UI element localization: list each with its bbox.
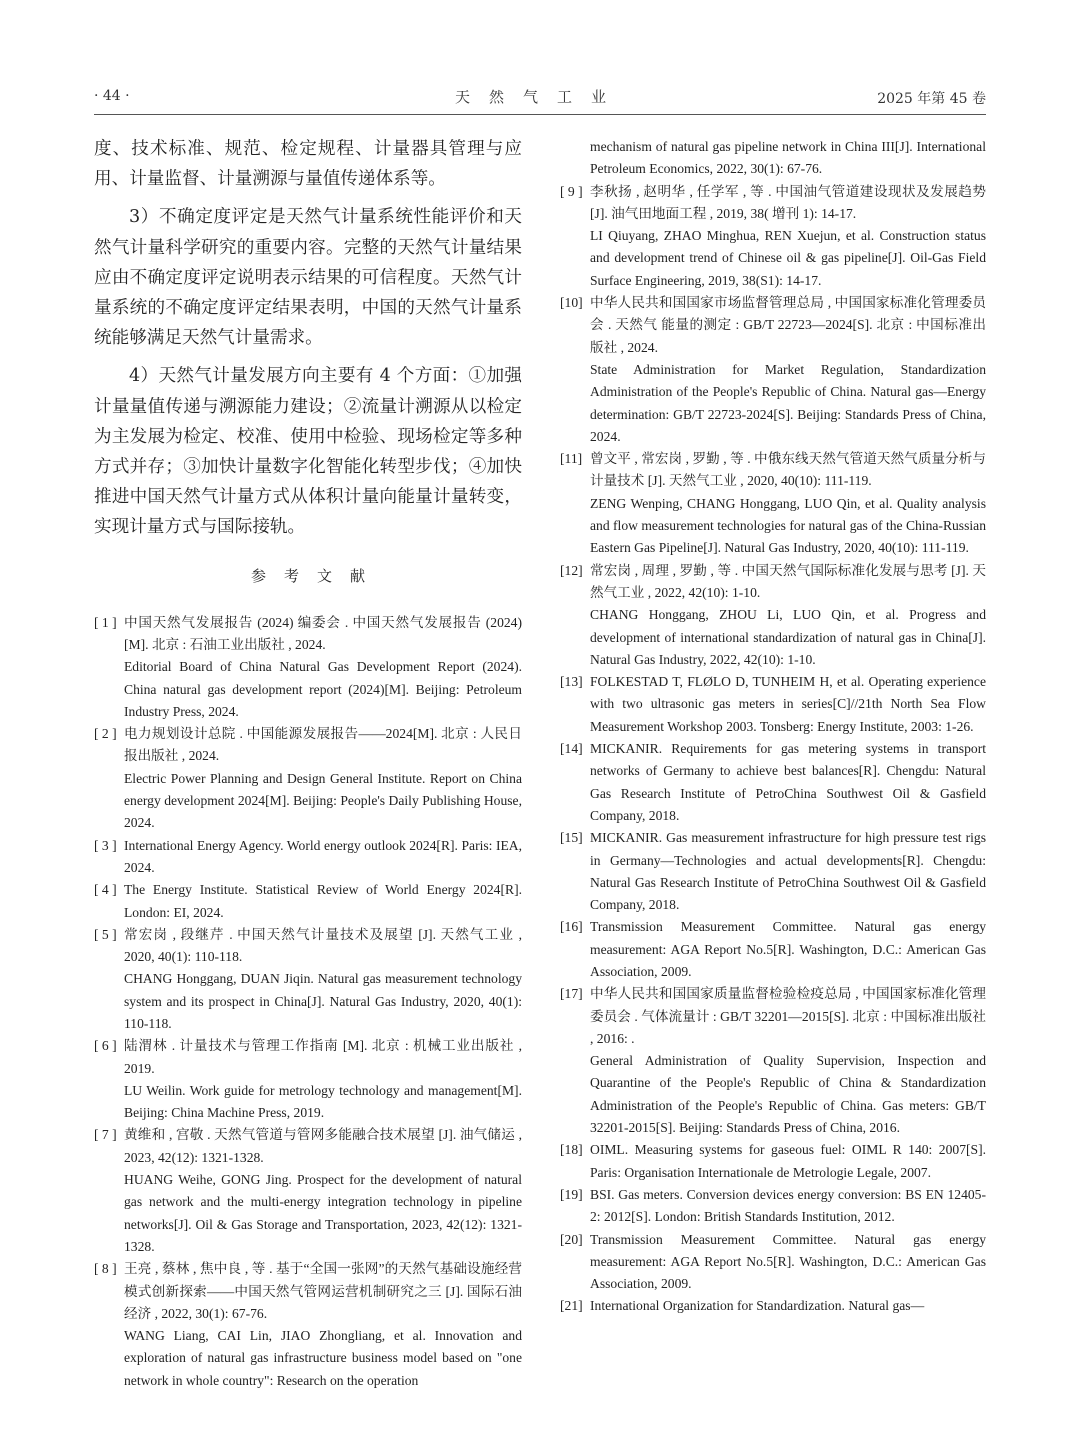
reference-text: International Energy Agency. World energy outlook 2024[R]. Paris: IEA, 2024. xyxy=(124,837,522,875)
reference-item xyxy=(560,1184,986,1229)
reference-zh: 常宏岗 , 段继芹 . 中国天然气计量技术及展望 [J]. 天然气工业 , 2020, 40(1): 110-118. xyxy=(124,926,522,965)
reference-item xyxy=(560,671,986,738)
reference-item xyxy=(560,448,986,559)
reference-item xyxy=(560,560,986,671)
body-paragraph-2: 3）不确定度评定是天然气计量系统性能评价和天然气计量科学研究的重要内容。完整的天然气计量结果应由不确定度评定说明表示结果的可信程度。天然气计量系统的不确定度评定结果表明，中国的天然气计量系统能够满足天然气计量需求。 xyxy=(94,207,522,349)
reference-number: [18] xyxy=(560,1142,583,1158)
reference-en: ZENG Wenping, CHANG Honggang, LUO Qin, et al. Quality analysis and flow measurement technologies for natural gas of the China-Russian Eastern Gas Pipeline[J]. Natural Gas Industry, 2020, 40(10): 111-119. xyxy=(590,495,986,556)
reference-en: State Administration for Market Regulation, Standardization Administration of the People's Republic of China. Natural gas—Energy determination: GB/T 22723-2024[S]. Beijing: Standards Press of China, 2024. xyxy=(590,361,986,444)
reference-en: WANG Liang, CAI Lin, JIAO Zhongliang, et al. Innovation and exploration of natural gas infrastructure business model based on "one network in whole country": Research on the operation xyxy=(124,1328,522,1388)
reference-item xyxy=(560,292,986,448)
reference-item xyxy=(560,983,986,1139)
reference-zh: 黄维和 , 宫敬 . 天然气管道与管网多能融合技术展望 [J]. 油气储运 , 2023, 42(12): 1321-1328. xyxy=(124,1127,522,1165)
references-heading: 参考文献 xyxy=(250,566,383,585)
reference-zh: 李秋扬 , 赵明华 , 任学军 , 等 . 中国油气管道建设现状及发展趋势 [J]. 油气田地面工程 , 2019, 38( 增刊 1): 14-17. xyxy=(590,183,986,221)
reference-number: [14] xyxy=(560,741,583,757)
left-column xyxy=(94,134,522,1392)
reference-number: [17] xyxy=(560,986,583,1002)
running-header xyxy=(94,86,986,114)
reference-en: Editorial Board of China Natural Gas Development Report (2024). China natural gas development report (2024)[M]. Beijing: Petroleum Industry Press, 2024. xyxy=(124,659,522,719)
reference-item xyxy=(94,1035,522,1124)
reference-number: [ 7 ] xyxy=(94,1127,117,1143)
reference-text: The Energy Institute. Statistical Review of World Energy 2024[R]. London: EI, 2024. xyxy=(124,882,522,920)
reference-number: [ 5 ] xyxy=(94,926,117,942)
reference-item xyxy=(94,612,522,723)
reference-zh: 中华人民共和国国家市场监督管理总局 , 中国国家标准化管理委员会 . 天然气 能量的测定 : GB/T 22723—2024[S]. 北京 : 中国标准出版社 , 2024. xyxy=(590,295,986,355)
reference-item xyxy=(560,1295,986,1317)
reference-en: LU Weilin. Work guide for metrology technology and management[M]. Beijing: China Machine Press, 2019. xyxy=(124,1082,522,1121)
reference-number: [21] xyxy=(560,1298,583,1314)
reference-zh: 陆渭林 . 计量技术与管理工作指南 [M]. 北京 : 机械工业出版社 , 2019. xyxy=(124,1038,522,1076)
reference-item xyxy=(94,723,522,834)
reference-text: MICKANIR. Gas measurement infrastructure for high pressure test rigs in Germany—Technologies and actual developments[R]. Chengdu: Natural Gas Research Institute of PetroChina Southwest Oil & Gasfield Company, 2018. xyxy=(590,830,986,913)
reference-en: General Administration of Quality Supervision, Inspection and Quarantine of the People's Republic of China & Standardization Administration of the People's Republic of China. Gas meters: GB/T 32201-2015[S]. Beijing: Standards Press of China, 2016. xyxy=(590,1053,986,1136)
reference-item xyxy=(560,1139,986,1184)
header-rule xyxy=(94,114,986,115)
reference-number: [12] xyxy=(560,562,583,578)
reference-number: [20] xyxy=(560,1231,583,1247)
reference-item xyxy=(94,1124,522,1258)
reference-number: [16] xyxy=(560,919,583,935)
reference-item xyxy=(94,835,522,880)
reference-item xyxy=(560,827,986,916)
reference-continuation: mechanism of natural gas pipeline network in China III[J]. International Petroleum Economics, 2022, 30(1): 67-76. xyxy=(590,139,986,177)
reference-en: CHANG Honggang, ZHOU Li, LUO Qin, et al. Progress and development of international standardization of natural gas in China[J]. Natural Gas Industry, 2022, 42(10): 1-10. xyxy=(590,607,986,667)
reference-number: [ 9 ] xyxy=(560,183,583,199)
reference-zh: 曾文平 , 常宏岗 , 罗勤 , 等 . 中俄东线天然气管道天然气质量分析与计量技术 [J]. 天然气工业 , 2020, 40(10): 111-119. xyxy=(590,451,986,489)
reference-number: [ 3 ] xyxy=(94,837,117,853)
reference-number: [15] xyxy=(560,830,583,846)
reference-item xyxy=(560,916,986,983)
reference-number: [ 6 ] xyxy=(94,1038,117,1054)
reference-text: FOLKESTAD T, FLØLO D, TUNHEIM H, et al. Operating experience with two ultrasonic gas meters in series[C]//21th North Sea Flow Measurement Workshop 2003. Tonsberg: Energy Institute, 2003: 1-26. xyxy=(590,674,986,734)
volume-info: 2025 年第 45 卷 xyxy=(877,91,986,107)
reference-number: [13] xyxy=(560,674,583,690)
page-number: · 44 · xyxy=(94,88,130,104)
reference-zh: 常宏岗 , 周理 , 罗勤 , 等 . 中国天然气国际标准化发展与思考 [J]. 天然气工业 , 2022, 42(10): 1-10. xyxy=(590,562,986,600)
reference-number: [ 4 ] xyxy=(94,882,117,898)
body-paragraph-1: 度、技术标准、规范、检定规程、计量器具管理与应用、计量监督、计量溯源与量值传递体系等。 xyxy=(94,139,522,190)
reference-list-left xyxy=(94,612,522,1392)
reference-item xyxy=(94,1258,522,1392)
right-column xyxy=(560,136,986,1318)
reference-text: Transmission Measurement Committee. Natural gas energy measurement: AGA Report No.5[R]. Washington, D.C.: American Gas Association, 2009. xyxy=(590,919,986,979)
reference-item xyxy=(560,181,986,292)
reference-zh: 中国天然气发展报告 (2024) 编委会 . 中国天然气发展报告 (2024)[M]. 北京 : 石油工业出版社 , 2024. xyxy=(124,614,522,652)
reference-number: [ 1 ] xyxy=(94,614,117,630)
reference-text: OIML. Measuring systems for gaseous fuel: OIML R 140: 2007[S]. Paris: Organisation Internationale de Metrologie Legale, 2007. xyxy=(590,1142,986,1180)
reference-en: CHANG Honggang, DUAN Jiqin. Natural gas measurement technology system and its prospect in China[J]. Natural Gas Industry, 2020, 40(1): 110-118. xyxy=(124,971,522,1031)
reference-item xyxy=(94,879,522,924)
reference-zh: 王亮 , 蔡林 , 焦中良 , 等 . 基于“全国一张网”的天然气基础设施经营模式创新探索——中国天然气管网运营机制研究之三 [J]. 国际石油经济 , 2022, 30(1): 67-76. xyxy=(124,1261,522,1321)
reference-number: [ 2 ] xyxy=(94,726,117,742)
reference-en: Electric Power Planning and Design General Institute. Report on China energy development 2024[M]. Beijing: People's Daily Publishing House, 2024. xyxy=(124,770,522,831)
reference-zh: 电力规划设计总院 . 中国能源发展报告——2024[M]. 北京 : 人民日报出版社 , 2024. xyxy=(124,726,522,764)
reference-number: [19] xyxy=(560,1186,583,1202)
reference-zh: 中华人民共和国国家质量监督检验检疫总局 , 中国国家标准化管理委员会 . 气体流量计 : GB/T 32201—2015[S]. 北京 : 中国标准出版社 , 2016: . xyxy=(590,986,986,1046)
reference-text: International Organization for Standardization. Natural gas— xyxy=(590,1298,925,1314)
reference-en: HUANG Weihe, GONG Jing. Prospect for the development of natural gas network and the multi-energy integration technology in pipeline networks[J]. Oil & Gas Storage and Transportation, 2023, 42(12): 1321-1328. xyxy=(124,1172,522,1254)
body-paragraph-3: 4）天然气计量发展方向主要有 4 个方面：①加强计量量值传递与溯源能力建设；②流量计溯源从以检定为主发展为检定、校准、使用中检验、现场检定等多种方式并存；③加快计量数字化智能化转型步伐；④加快推进中国天然气计量方式从体积计量向能量计量转变，实现计量方式与国际接轨。 xyxy=(94,366,522,538)
reference-text: Transmission Measurement Committee. Natural gas energy measurement: AGA Report No.5[R]. Washington, D.C.: American Gas Association, 2009. xyxy=(590,1231,986,1292)
reference-number: [10] xyxy=(560,295,583,311)
reference-item xyxy=(94,924,522,1035)
reference-text: MICKANIR. Requirements for gas metering systems in transport networks of Germany to achieve best balances[R]. Chengdu: Natural Gas Research Institute of PetroChina Southwest Oil & Gasfield Company, 2018. xyxy=(590,741,986,823)
reference-number: [11] xyxy=(560,451,583,467)
reference-text: BSI. Gas meters. Conversion devices energy conversion: BS EN 12405-2: 2012[S]. London: British Standards Institution, 2012. xyxy=(590,1186,986,1225)
reference-en: LI Qiuyang, ZHAO Minghua, REN Xuejun, et al. Construction status and development trend of Chinese oil & gas pipeline[J]. Oil-Gas Field Surface Engineering, 2019, 38(S1): 14-17. xyxy=(590,228,986,288)
reference-item xyxy=(560,738,986,827)
reference-item xyxy=(560,1229,986,1296)
reference-number: [ 8 ] xyxy=(94,1261,117,1277)
journal-title: 天然气工业 xyxy=(454,88,625,106)
